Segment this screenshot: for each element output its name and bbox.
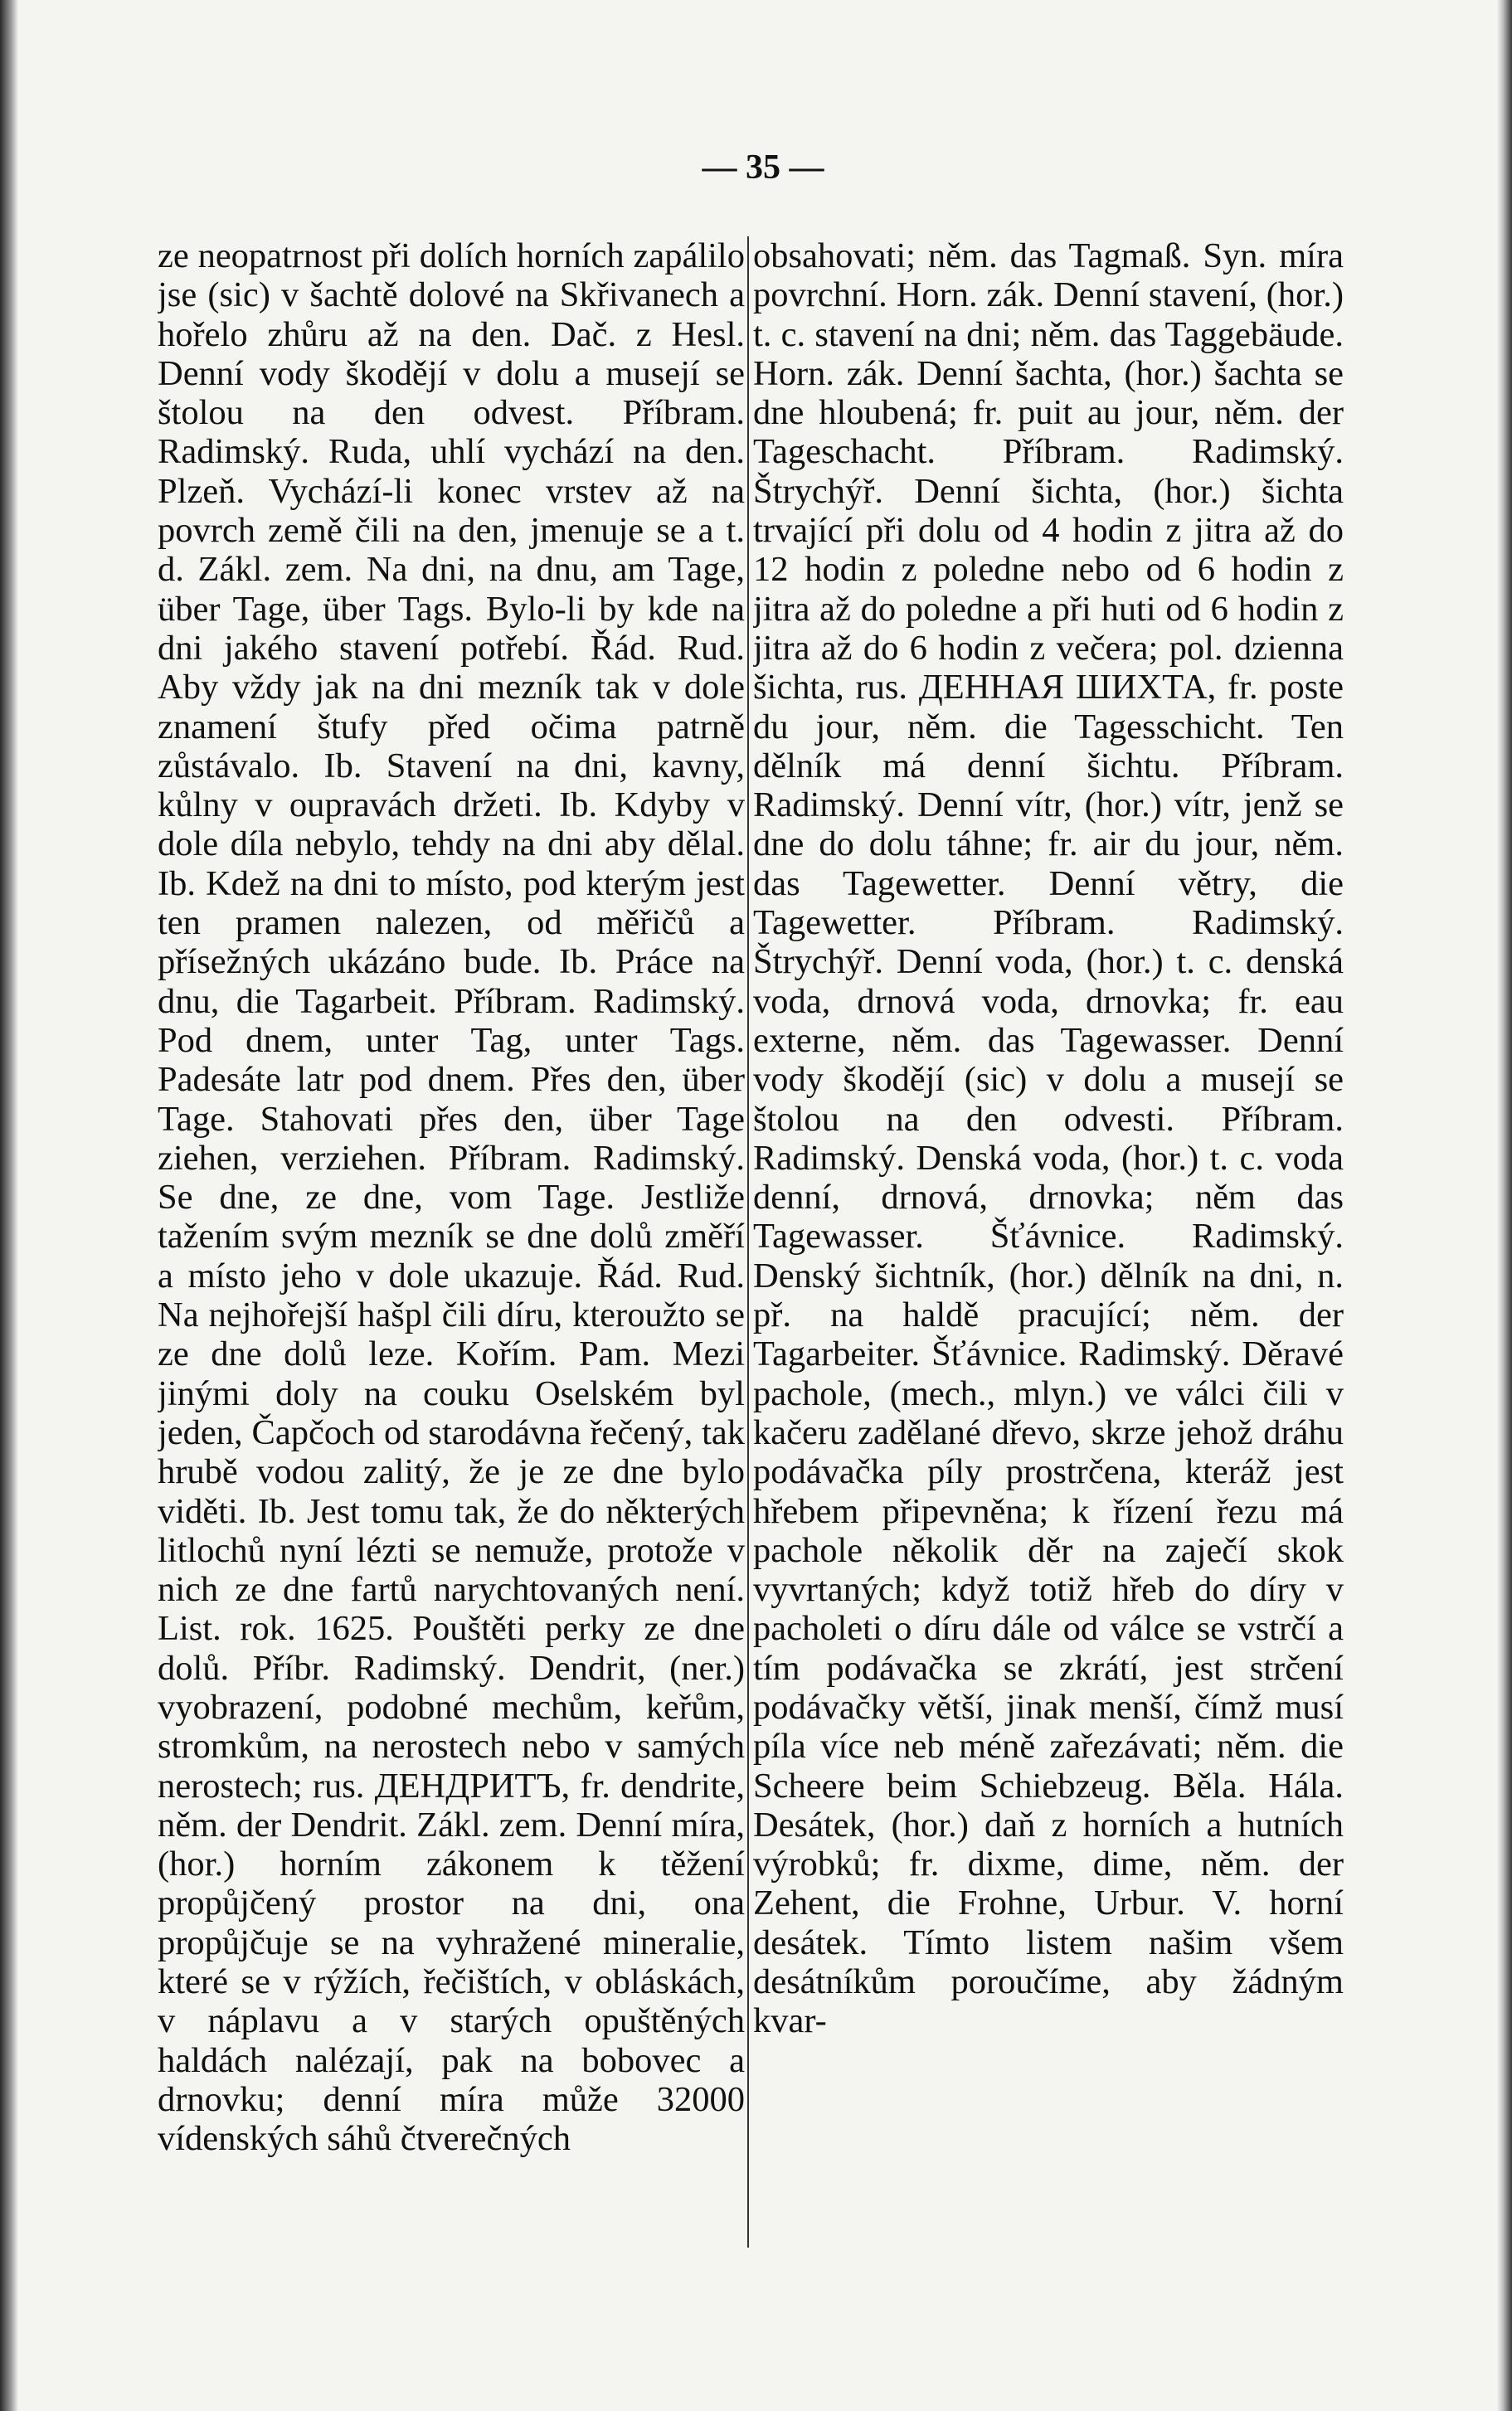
page-number: — 35 — [702,148,824,187]
right-column [753,236,1344,2260]
left-column [158,236,745,2260]
scan-edge-left [0,0,18,2411]
scan-edge-right [1497,0,1512,2411]
column-divider [747,236,749,2248]
right-column-text: obsahovati; něm. das Tagmaß. Syn. míra povrchní. Horn. zák. Denní stavení, (hor.) t. c. stavení na dni; něm. das Taggebäude. Horn. zák. Denní šachta, (hor.) šachta se dne hloubená; fr. puit au jour, něm. der Tageschacht. Příbram. Radimský. Štrychýř. Denní šichta, (hor.) šichta trvající při dolu od 4 hodin z jitra až do 12 hodin z poledne nebo od 6 hodin z jitra až do poledne a při huti od 6 hodin z jitra až do 6 hodin z večera; pol. dzienna šichta, rus. ДЕННАЯ ШИХТА, fr. poste du jour, něm. die Tagesschicht. Ten dělník má denní šichtu. Příbram. Radimský. Denní vítr, (hor.) vítr, jenž se dne do dolu táhne; fr. air du jour, něm. das Tagewetter. Denní větry, die Tagewetter. Příbram. Radimský. Štrychýř. Denní voda, (hor.) t. c. denská voda, drnová voda, drnovka; fr. eau externe, něm. das Tagewasser. Denní vody škodějí (sic) v dolu a musejí se štolou na den odvesti. Příbram. Radimský. Denská voda, (hor.) t. c. voda denní, drnová, drnovka; něm das Tagewasser. Šťávnice. Radimský. Denský šichtník, (hor.) dělník na dni, n. př. na haldě pracující; něm. der Tagarbeiter. Šťávnice. Radimský. Děravé pachole, (mech., mlyn.) ve válci čili v kačeru zadělané dřevo, skrze jehož dráhu podávačka píly prostrčena, kteráž jest hřebem připevněna; k řízení řezu má pachole několik děr na zaječí skok vyvrtaných; když totiž hřeb do díry v pacholeti o díru dále od válce se vstrčí a tím podávačka se zkrátí, jest strčení podávačky větší, jinak menší, čímž musí píla více neb méně zařezávati; něm. die Scheere beim Schiebzeug. Běla. Hála. Desátek, (hor.) daň z horních a hutních výrobků; fr. dixme, dime, něm. der Zehent, die Frohne, Urbur. V. horní desátek. Tímto listem našim všem desátníkům poroučíme, aby žádným kvar- [753,236,1344,2041]
left-column-text: ze neopatrnost při dolích horních zapálilo jse (sic) v šachtě dolové na Skřivanech a hořelo zhůru až na den. Dač. z Hesl. Denní vody škodějí v dolu a musejí se štolou na den odvest. Příbram. Radimský. Ruda, uhlí vychází na den. Plzeň. Vychází-li konec vrstev až na povrch země čili na den, jmenuje se a t. d. Zákl. zem. Na dni, na dnu, am Tage, über Tage, über Tags. Bylo-li by kde na dni jakého stavení potřebí. Řád. Rud. Aby vždy jak na dni mezník tak v dole znamení štufy před očima patrně zůstávalo. Ib. Stavení na dni, kavny, kůlny v oupravách držeti. Ib. Kdyby v dole díla nebylo, tehdy na dni aby dělal. Ib. Kdež na dni to místo, pod kterým jest ten pramen nalezen, od měřičů a přísežných ukázáno bude. Ib. Práce na dnu, die Tagarbeit. Příbram. Radimský. Pod dnem, unter Tag, unter Tags. Padesáte latr pod dnem. Přes den, über Tage. Stahovati přes den, über Tage ziehen, verziehen. Příbram. Radimský. Se dne, ze dne, vom Tage. Jestliže tažením svým mezník se dne dolů změří a místo jeho v dole ukazuje. Řád. Rud. Na nejhořejší hašpl čili díru, kteroužto se ze dne dolů leze. Kořím. Pam. Mezi jinými doly na couku Oselském byl jeden, Čapčoch od starodávna řečený, tak hrubě vodou zalitý, že je ze dne bylo viděti. Ib. Jest tomu tak, že do některých litlochů nyní lézti se nemuže, protože v nich ze dne fartů narychtovaných není. List. rok. 1625. Pouštěti perky ze dne dolů. Příbr. Radimský. Dendrit, (ner.) vyobrazení, podobné mechům, keřům, stromkům, na nerostech nebo v samých nerostech; rus. ДЕНДРИТЪ, fr. dendrite, něm. der Dendrit. Zákl. zem. Denní míra, (hor.) horním zákonem k těžení propůjčený prostor na dni, ona propůjčuje se na vyhražené mineralie, které se v rýžích, řečištích, v obláskách, v náplavu a v starých opuštěných haldách nalézají, pak na bobovec a drnovku; denní míra může 32000 vídenských sáhů čtverečných [158,236,745,2159]
